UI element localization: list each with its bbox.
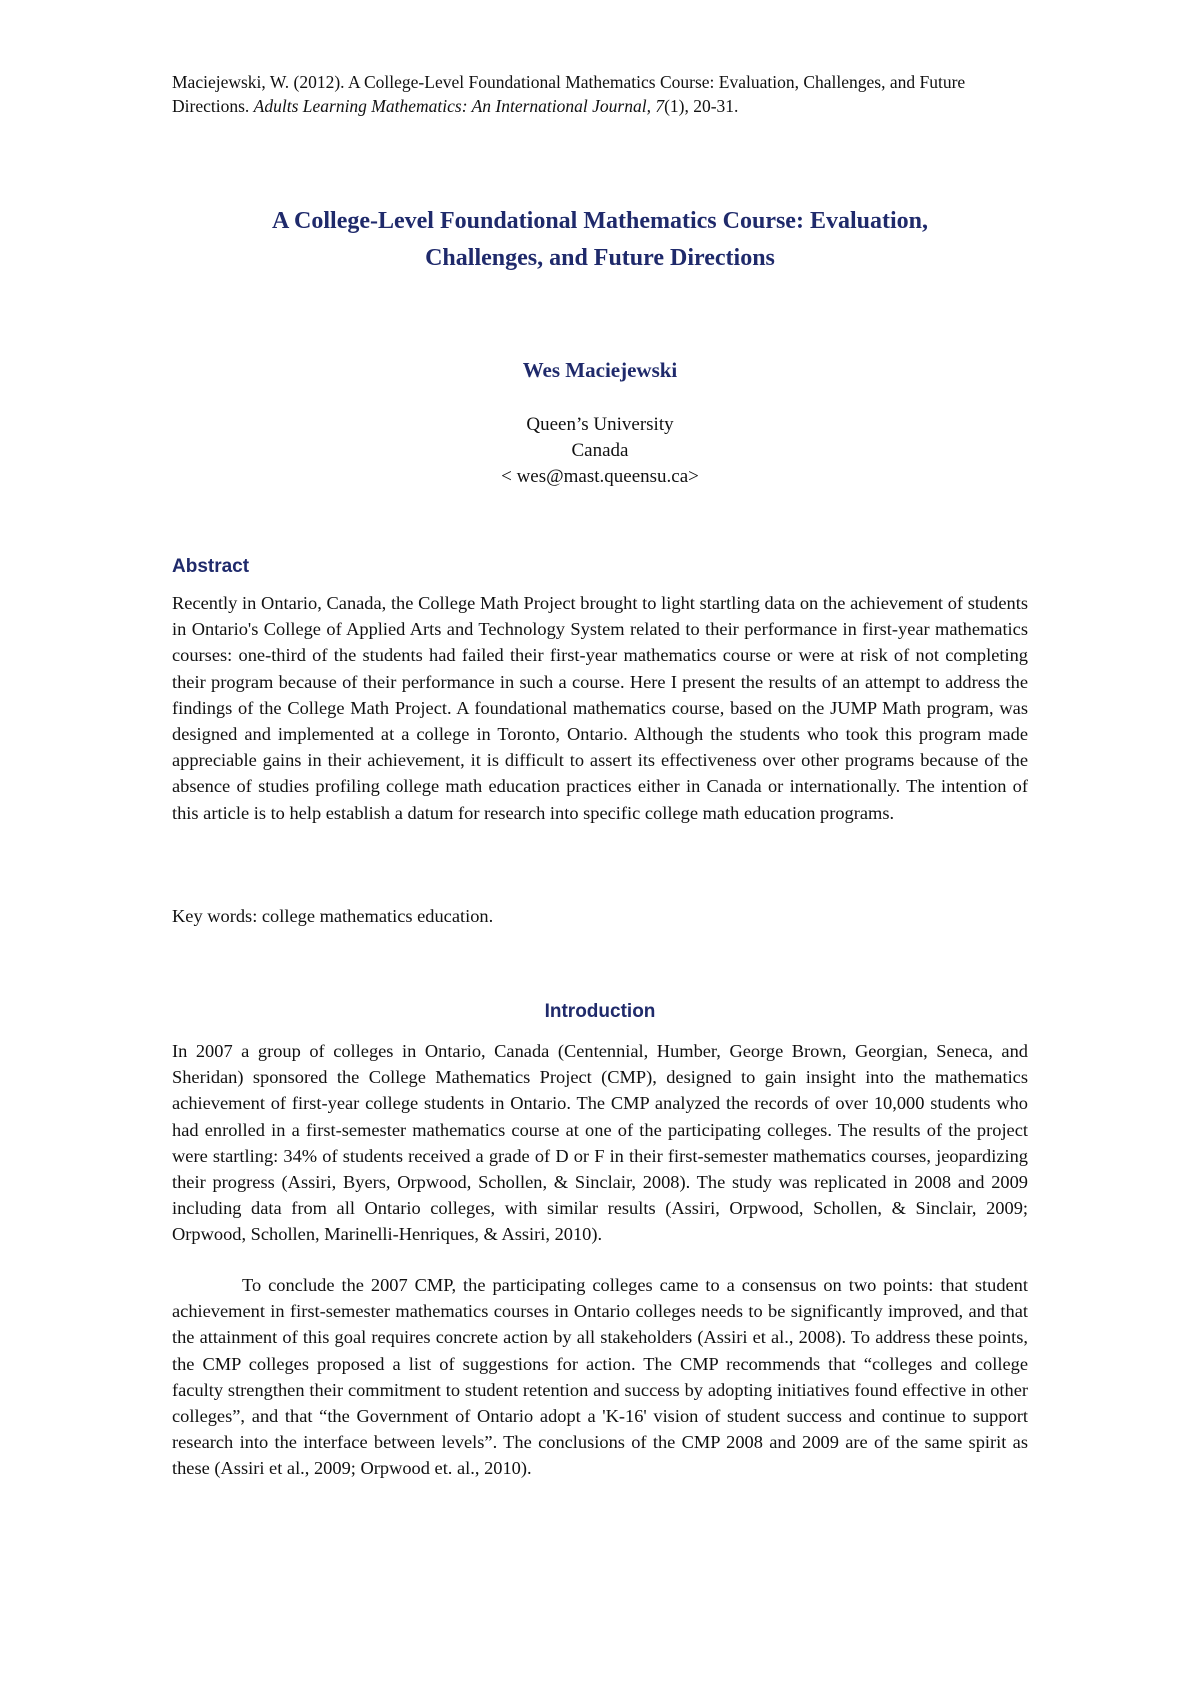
author-email: < wes@mast.queensu.ca> — [501, 466, 699, 487]
citation-authors-year: Maciejewski, W. (2012). — [172, 72, 345, 92]
introduction-paragraph-2: To conclude the 2007 CMP, the participating colleges came to a consensus on two points: that student achievement in first-semester mathematics courses in Ontario colleges needs to be significantly improved, and that the attainment of this goal requires concrete action by all stakeholders (Assiri et al., 2008). To address these points, the CMP colleges proposed a list of suggestions for action. The CMP recommends that “colleges and college faculty strengthen their commitment to student retention and success by adopting initiatives found effective in other colleges”, and that “the Government of Ontario adopt a 'K-16' vision of student success and continue to support research into the interface between levels”. The conclusions of the CMP 2008 and 2009 are of the same spirit as these (Assiri et al., 2009; Orpwood et. al., 2010). — [172, 1275, 1028, 1479]
keywords: Key words: college mathematics education. — [172, 906, 494, 926]
author-affiliation — [172, 412, 1028, 490]
citation-header — [172, 70, 1028, 118]
abstract-heading: Abstract — [172, 556, 250, 577]
introduction-paragraph-1: In 2007 a group of colleges in Ontario, Canada (Centennial, Humber, George Brown, Georgian, Seneca, and Sheridan) sponsored the College Mathematics Project (CMP), designed to gain insight into the mathematics achievement of first-year college students in Ontario. The CMP analyzed the records of over 10,000 students who had enrolled in a first-semester mathematics course at one of the participating colleges. The results of the project were startling: 34% of students received a grade of D or F in their first-semester mathematics courses, jeopardizing their progress (Assiri, Byers, Orpwood, Schollen, & Sinclair, 2008). The study was replicated in 2008 and 2009 including data from all Ontario colleges, with similar results (Assiri, Orpwood, Schollen, & Sinclair, 2009; Orpwood, Schollen, Marinelli-Henriques, & Assiri, 2010). — [172, 1041, 1028, 1245]
author-name: Wes Maciejewski — [522, 358, 678, 382]
author-country: Canada — [571, 440, 629, 461]
citation-article-title: A College-Level Foundational Mathematics Course: Evaluation, Challenges, and Future Directions. — [172, 72, 966, 116]
paper-title-line1: A College-Level Foundational Mathematics Course: Evaluation, — [272, 208, 928, 234]
paper-title — [172, 203, 1028, 277]
citation-volume: 7 — [650, 96, 665, 116]
paper-title-line2: Challenges, and Future Directions — [425, 245, 775, 271]
abstract-text: Recently in Ontario, Canada, the College Math Project brought to light startling data on the achievement of students in Ontario's College of Applied Arts and Technology System related to their performance in first-year mathematics courses: one-third of the students had failed their first-year mathematics course or were at risk of not completing their program because of their performance in such a course. Here I present the results of an attempt to address the findings of the College Math Project. A foundational mathematics course, based on the JUMP Math program, was designed and implemented at a college in Toronto, Ontario. Although the students who took this program made appreciable gains in their achievement, it is difficult to assert its effectiveness over other programs because of the absence of studies profiling college math education practices either in Canada or internationally. The intention of this article is to help establish a datum for research into specific college math education programs. — [172, 593, 1028, 823]
citation-issue-pages: (1), 20-31. — [664, 96, 739, 116]
introduction-heading: Introduction — [544, 1001, 656, 1022]
paper-page — [172, 0, 1028, 1696]
citation-journal: Adults Learning Mathematics: An International Journal, — [253, 96, 651, 116]
author-institution: Queen’s University — [526, 414, 674, 435]
